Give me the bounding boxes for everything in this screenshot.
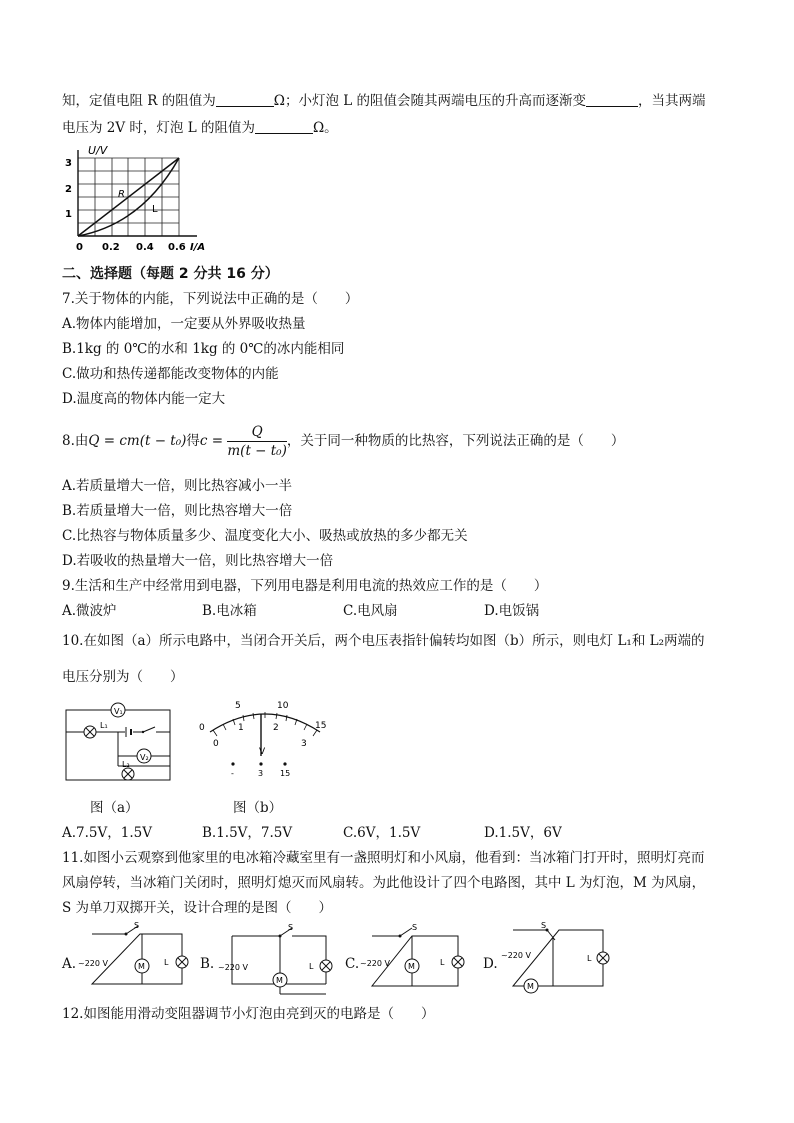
q10-stem-line-2: 电压分别为（ ） — [62, 669, 184, 685]
q11-stem-line-1: 11.如图小云观察到他家里的电冰箱冷藏室里有一盏照明灯和小风扇，他看到：当冰箱门打开时，照明灯亮而 — [62, 850, 705, 866]
fraction-denominator: m(t − t₀) — [227, 443, 287, 459]
lamp-label: L — [587, 954, 592, 963]
motor-label: M — [138, 962, 145, 971]
x-tick-0: 0 — [76, 242, 83, 253]
q11-circuit-b — [216, 922, 342, 1002]
motor-label: M — [276, 976, 283, 985]
lamp-label: L — [164, 958, 169, 967]
fan-motor-icon — [524, 979, 538, 993]
lamp-l1-icon — [84, 721, 108, 738]
answer-blank — [255, 119, 313, 134]
lamp-icon — [309, 960, 332, 972]
supply-label: ~220 V — [218, 963, 248, 972]
label-l: L — [152, 204, 158, 215]
q11-option-b-label: B. — [200, 956, 215, 972]
q12-stem: 12.如图能用滑动变阻器调节小灯泡由亮到灭的电路是（ ） — [62, 1006, 435, 1022]
figure-b-caption: 图（b） — [233, 800, 283, 816]
q10-option-a: A.7.5V，1.5V — [62, 825, 152, 841]
q6-text-e: Ω。 — [312, 120, 338, 136]
q8-equation-1: Q = cm(t − t₀) — [88, 433, 187, 449]
circuit-figure-a — [62, 700, 174, 784]
y-tick-1: 1 — [65, 209, 72, 220]
q8-option-d: D.若吸收的热量增大一倍，则比热容增大一倍 — [62, 553, 334, 569]
q10-option-b: B.1.5V，7.5V — [202, 825, 293, 841]
outer-scale-10: 10 — [277, 701, 289, 711]
lamp-l2-icon — [122, 760, 134, 780]
supply-label: ~220 V — [501, 951, 531, 960]
q11-stem-line-3: S 为单刀双掷开关，设计合理的是图（ ） — [62, 900, 333, 916]
q11-stem-line-2: 风扇停转，当冰箱门关闭时，照明灯熄灭而风扇转。为此他设计了四个电路图，其中 L 为灯泡，M 为风扇， — [62, 875, 706, 891]
q11-circuit-a — [76, 922, 192, 994]
y-tick-3: 3 — [65, 158, 72, 169]
q6-text-a: 知，定值电阻 R 的阻值为 — [62, 93, 216, 109]
q8-option-a: A.若质量增大一倍，则比热容减小一半 — [62, 478, 293, 494]
lamp-icon — [440, 956, 464, 968]
terminal-minus: - — [231, 769, 234, 778]
q6-line-2 — [62, 118, 338, 138]
q6-line-1 — [62, 91, 706, 111]
q8-pre: 8.由 — [62, 433, 89, 449]
q8-fraction — [227, 423, 287, 460]
l2-label: L₂ — [122, 760, 130, 769]
q9-stem: 9.生活和生产中经常用到电器，下列用电器是利用电流的热效应工作的是（ ） — [62, 578, 548, 594]
q6-text-b: Ω；小灯泡 L 的阻值会随其两端电压的升高而逐渐变 — [273, 93, 586, 109]
terminal-15: 15 — [280, 769, 291, 778]
inner-scale-2: 2 — [273, 723, 279, 733]
l1-label: L₁ — [100, 721, 108, 730]
q7-stem: 7.关于物体的内能，下列说法中正确的是（ ） — [62, 291, 359, 307]
q6-text-c: ，当其两端 — [638, 93, 706, 109]
x-tick-02: 0.2 — [102, 242, 120, 253]
motor-label: M — [527, 982, 534, 991]
inner-scale-3: 3 — [301, 739, 307, 749]
y-tick-2: 2 — [65, 184, 72, 195]
ui-graph — [62, 142, 222, 254]
q7-option-b: B.1kg 的 0℃的水和 1kg 的 0℃的冰内能相同 — [62, 341, 345, 357]
voltmeter-dial-figure-b — [195, 694, 335, 780]
terminal-3: 3 — [258, 769, 264, 778]
dial-unit: V — [259, 747, 266, 757]
q9-option-d: D.电饭锅 — [484, 603, 540, 619]
section-title: 二、选择题（每题 2 分共 16 分） — [62, 266, 279, 282]
graph-xlabel: I/A — [190, 242, 206, 253]
outer-scale-15: 15 — [315, 721, 327, 731]
q7-option-a: A.物体内能增加，一定要从外界吸收热量 — [62, 316, 306, 332]
supply-label: ~220 V — [78, 959, 108, 968]
outer-scale-0: 0 — [199, 723, 205, 733]
q8-stem — [62, 422, 624, 460]
x-tick-06: 0.6 — [168, 242, 186, 253]
switch-label: S — [541, 921, 547, 930]
q11-circuit-d — [497, 920, 619, 1000]
q11-circuit-c — [360, 922, 472, 994]
switch-label: S — [288, 923, 294, 932]
q10-option-c: C.6V，1.5V — [343, 825, 421, 841]
q10-option-d: D.1.5V，6V — [484, 825, 562, 841]
q7-option-c: C.做功和热传递都能改变物体的内能 — [62, 366, 279, 382]
q8-mid: 得 — [186, 433, 200, 449]
q11-option-d-label: D. — [483, 956, 498, 972]
inner-scale-0: 0 — [213, 739, 219, 749]
switch-icon — [142, 727, 156, 736]
q9-option-b: B.电冰箱 — [202, 603, 257, 619]
answer-blank — [586, 92, 638, 107]
q9-option-c: C.电风扇 — [343, 603, 398, 619]
battery-icon — [125, 727, 133, 737]
v2-label: V₂ — [140, 753, 149, 762]
q8-option-b: B.若质量增大一倍，则比热容增大一倍 — [62, 503, 293, 519]
q8-post: ，关于同一种物质的比热容，下列说法正确的是（ ） — [286, 433, 625, 449]
switch-label: S — [412, 923, 418, 932]
answer-blank — [216, 92, 274, 107]
supply-label: ~220 V — [360, 959, 390, 968]
lamp-icon — [587, 952, 609, 964]
lamp-label: L — [440, 958, 445, 967]
fan-motor-icon — [135, 959, 149, 973]
fraction-numerator: Q — [227, 423, 287, 442]
q6-text-d: 电压为 2V 时，灯泡 L 的阻值为 — [62, 120, 255, 136]
outer-scale-5: 5 — [235, 701, 241, 711]
q11-option-c-label: C. — [345, 956, 360, 972]
lamp-label: L — [309, 962, 314, 971]
fan-motor-icon — [273, 973, 287, 987]
q7-option-d: D.温度高的物体内能一定大 — [62, 391, 226, 407]
q8-option-c: C.比热容与物体质量多少、温度变化大小、吸热或放热的多少都无关 — [62, 528, 468, 544]
fan-motor-icon — [405, 959, 419, 973]
graph-ylabel: U/V — [88, 144, 108, 157]
v1-label: V₁ — [114, 707, 123, 716]
x-tick-04: 0.4 — [136, 242, 154, 253]
q11-option-a-label: A. — [62, 956, 77, 972]
lamp-icon — [164, 956, 188, 968]
motor-label: M — [408, 962, 415, 971]
q9-option-a: A.微波炉 — [62, 603, 117, 619]
label-r: R — [118, 189, 125, 200]
inner-scale-1: 1 — [238, 723, 244, 733]
switch-label: S — [134, 922, 140, 930]
q10-stem-line-1: 10.在如图（a）所示电路中，当闭合开关后，两个电压表指针偏转均如图（b）所示，则电灯 L₁和 L₂两端的 — [62, 633, 705, 649]
figure-a-caption: 图（a） — [90, 800, 139, 816]
q8-equation-2-lhs: c = — [199, 433, 224, 449]
voltmeter-v1-icon — [111, 703, 125, 717]
